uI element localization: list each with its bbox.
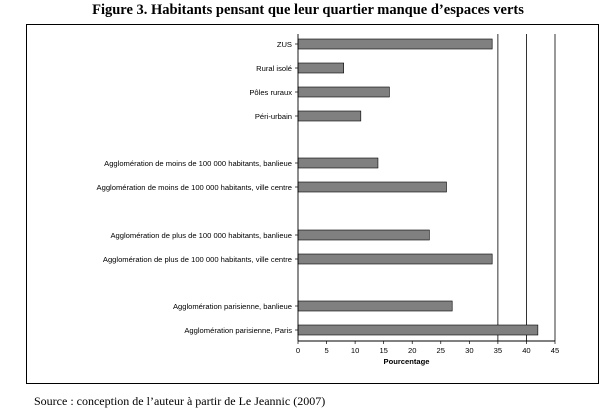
bar xyxy=(298,325,538,335)
category-label: Agglomération parisienne, banlieue xyxy=(172,301,292,311)
gridlines xyxy=(498,34,555,341)
x-tick-label: 25 xyxy=(436,346,446,355)
category-labels xyxy=(97,40,293,335)
category-label: Péri-urbain xyxy=(254,111,292,121)
x-tick-label: 10 xyxy=(350,346,360,355)
category-label: Agglomération de moins de 100 000 habitants, ville centre xyxy=(96,182,292,192)
bar xyxy=(298,39,492,49)
bar xyxy=(298,301,452,311)
category-label: Agglomération parisienne, Paris xyxy=(184,325,292,335)
x-tick-label: 45 xyxy=(550,346,560,355)
bar xyxy=(298,230,429,240)
bar xyxy=(298,182,446,192)
x-tick-label: 20 xyxy=(407,346,417,355)
bar xyxy=(298,63,344,73)
x-tick-label: 30 xyxy=(465,346,474,355)
x-tick-label: 15 xyxy=(379,346,388,355)
category-label: Agglomération de plus de 100 000 habitants, ville centre xyxy=(102,254,292,264)
x-tick-label: 5 xyxy=(324,346,329,355)
x-axis-title: Pourcentage xyxy=(383,357,430,366)
category-label: ZUS xyxy=(276,39,292,49)
category-label: Rural isolé xyxy=(256,63,292,73)
bar xyxy=(298,254,492,264)
x-tick-label: 40 xyxy=(522,346,531,355)
category-label: Pôles ruraux xyxy=(249,87,292,97)
category-label: Agglomération de moins de 100 000 habitants, banlieue xyxy=(104,158,292,168)
bar xyxy=(298,158,378,168)
bar xyxy=(298,87,389,97)
figure-source: Source : conception de l’auteur à partir de Le Jeannic (2007) xyxy=(34,394,326,408)
category-label: Agglomération de plus de 100 000 habitants, banlieue xyxy=(110,230,292,240)
bars xyxy=(298,39,538,335)
figure-title: Figure 3. Habitants pensant que leur quartier manque d’espaces verts xyxy=(92,2,524,18)
x-tick-label: 35 xyxy=(493,346,503,355)
x-tick-label: 0 xyxy=(295,346,301,355)
bar xyxy=(298,111,361,121)
